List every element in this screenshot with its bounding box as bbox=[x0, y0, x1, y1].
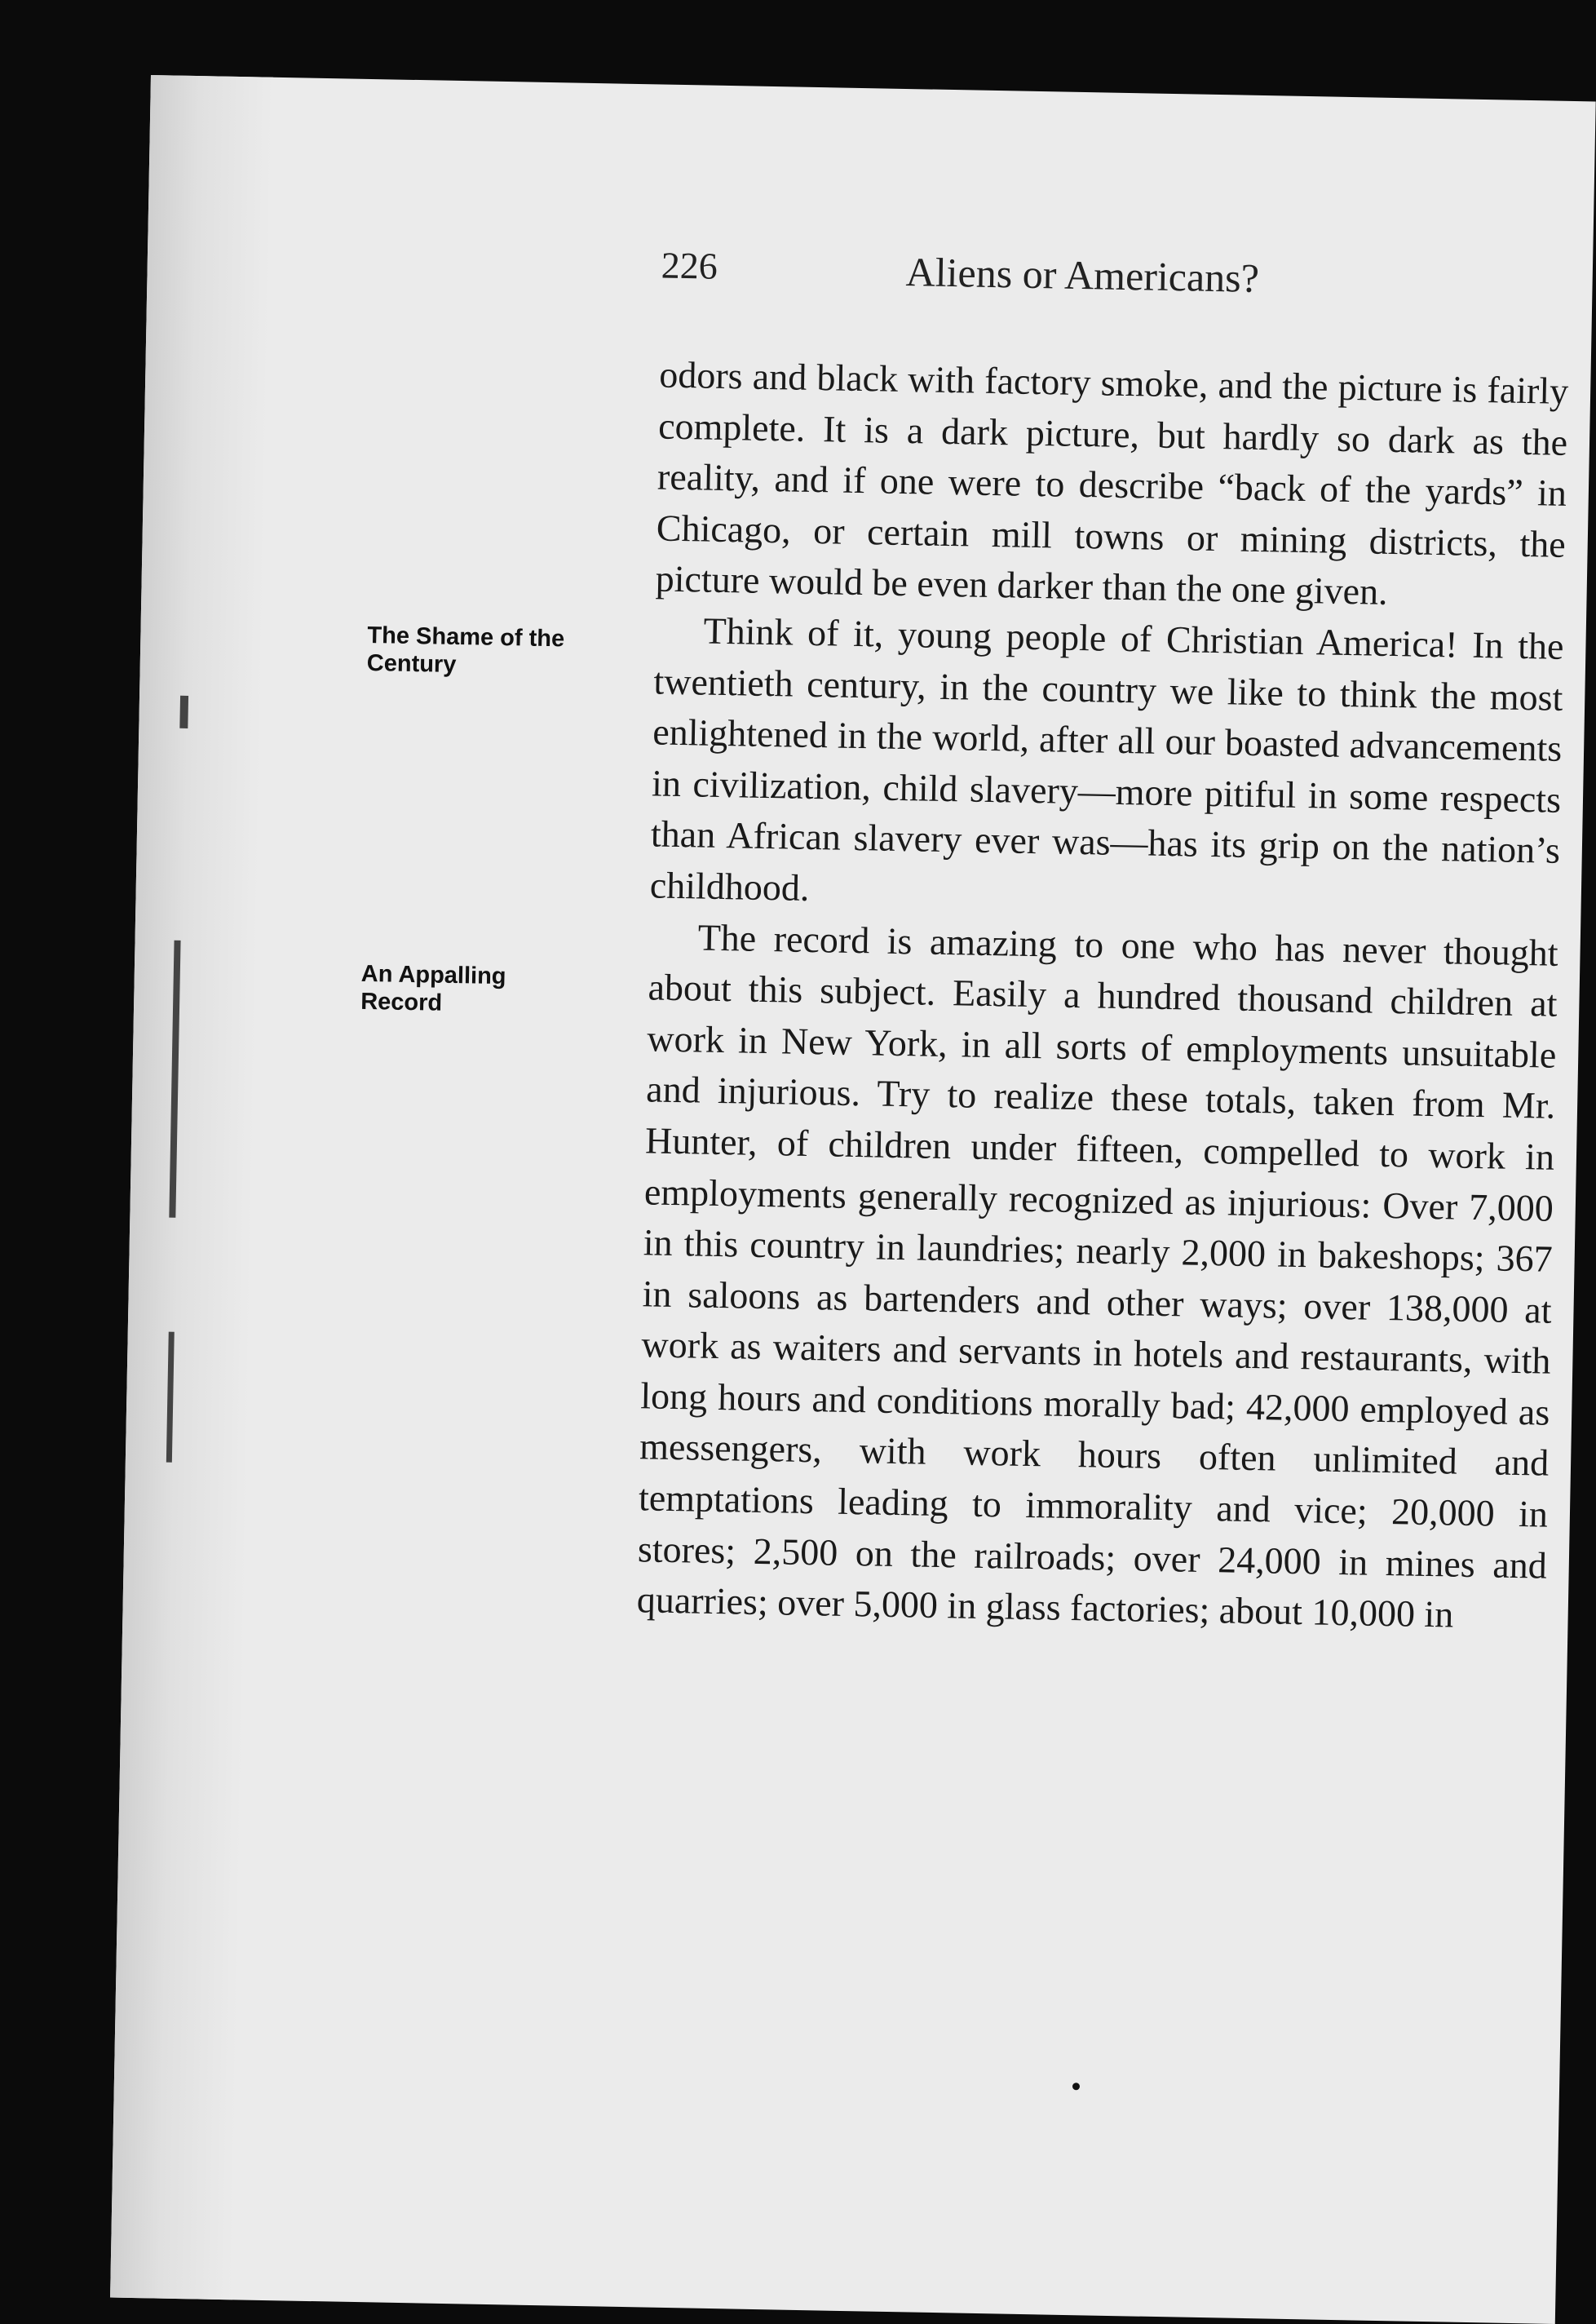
page-header bbox=[661, 244, 1501, 317]
paragraph-appalling-record: The record is amazing to one who has never thought about this subject. Easily a hundred thousand children at work in New York, in all sorts of employments unsuitable and injurious. Try to realize these totals, taken from Mr. Hunter, of children under fifteen, compelled to work in employments generally recognized as injurious: Over 7,000 in this country in laundries; nearly 2,000 in bakeshops; 367 in saloons as bartenders and other ways; over 138,000 at work as waiters and servants in hotels and restaurants, with long hours and conditions morally bad; 42,000 employed as messengers, with work hours often unlimited and temptations leading to immorality and vice; 20,000 in stores; 2,500 on the railroads; over 24,000 in mines and quarries; over 5,000 in glass factories; about 10,000 in bbox=[636, 916, 1559, 1636]
edge-mark bbox=[169, 941, 180, 1218]
edge-mark bbox=[179, 696, 188, 728]
book-page bbox=[110, 75, 1596, 2324]
edge-mark bbox=[166, 1332, 175, 1463]
body-text bbox=[636, 349, 1568, 1642]
margin-note-appalling: An Appalling Record bbox=[360, 960, 506, 1016]
page-edge-shadow bbox=[110, 75, 273, 2300]
margin-note-shame: The Shame of the Century bbox=[366, 622, 565, 678]
paragraph-continued: odors and black with factory smoke, and the picture is fairly complete. It is a dark picture, but hardly so dark as the reality, and if one were to describe “back of the yards” in Chicago, or certain mill towns or mining districts, the picture would be even darker than the one given. bbox=[655, 353, 1569, 613]
running-title: Aliens or Americans? bbox=[905, 249, 1260, 301]
speck bbox=[1072, 2083, 1080, 2090]
page-number: 226 bbox=[661, 244, 718, 287]
paragraph-shame-of-century: Think of it, young people of Christian America! In the twentieth century, in the country we like to think the most enlightened in the world, after all our boasted advancements in civilization, child slavery—more pitiful in some respects than African slavery ever was—has its grip on the nation’s childhood. bbox=[649, 609, 1564, 909]
